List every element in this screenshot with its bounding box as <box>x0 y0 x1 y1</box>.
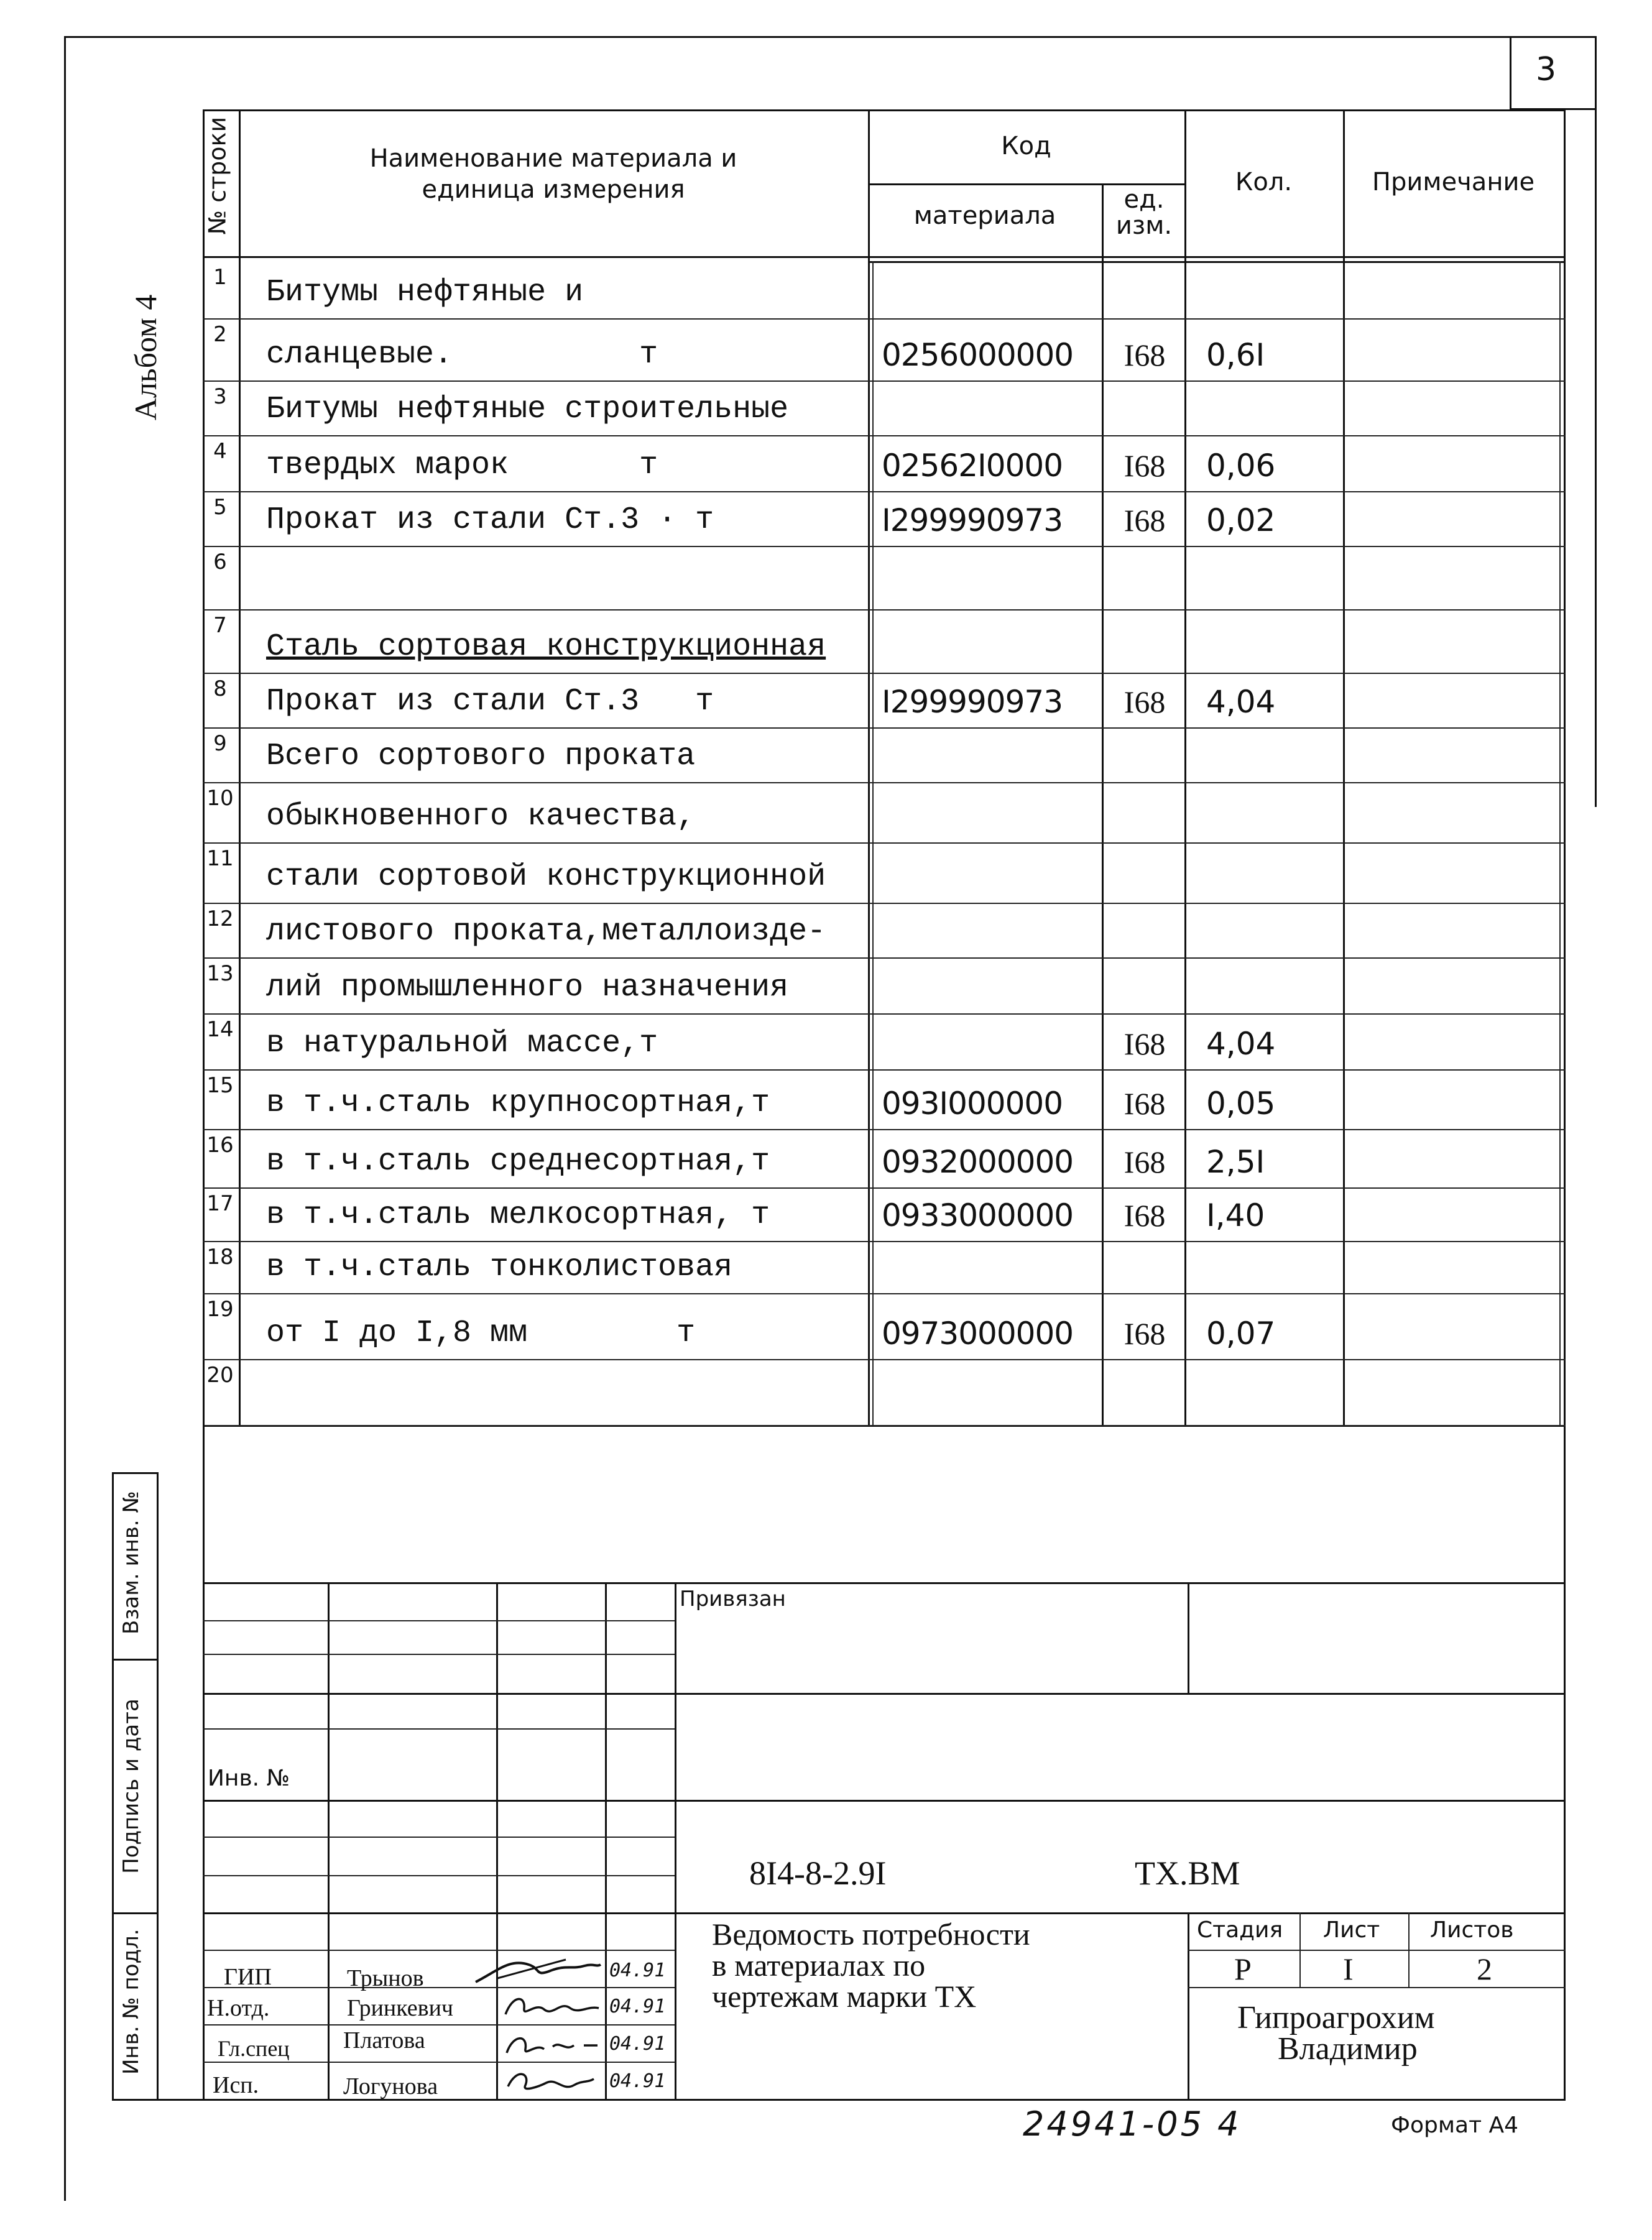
row-name-text: Сталь сортовая конструкционная <box>266 629 826 665</box>
album-label: Альбом 4 <box>128 294 163 421</box>
header-code: Код <box>1001 132 1051 160</box>
row-number: 14 <box>206 1017 234 1042</box>
side-inv-podl: Инв. № подл. <box>119 1929 144 2075</box>
block-bottom <box>112 2099 1566 2101</box>
row-line <box>203 1359 1566 1360</box>
sheet-title-3: чертежам марки ТХ <box>712 1979 977 2014</box>
page-number: 3 <box>1536 51 1557 88</box>
row-material-code: 0933000000 <box>882 1197 1074 1233</box>
format-label: Формат А4 <box>1391 2113 1519 2138</box>
row-number: 16 <box>206 1133 234 1158</box>
row-material-code: 02562I0000 <box>882 448 1063 484</box>
row-number: 6 <box>213 550 227 574</box>
org-name-1: Гипроагрохим <box>1237 2000 1435 2035</box>
row-unit-code: I68 <box>1124 1198 1166 1233</box>
person-name: Логунова <box>343 2073 438 2099</box>
row-number: 15 <box>206 1073 234 1098</box>
sheet-title-2: в материалах по <box>712 1948 926 1983</box>
stage-value: Р <box>1234 1952 1252 1986</box>
row-name-text: в т.ч.сталь мелкосортная, т <box>266 1197 770 1233</box>
header-bottom-line <box>203 256 1566 258</box>
row-number: 3 <box>213 384 227 409</box>
row-quantity: 2,5I <box>1206 1144 1265 1180</box>
row-name-text: в натуральной массе,т <box>266 1026 658 1061</box>
row-line <box>203 1187 1566 1189</box>
row-name-text: Битумы нефтяные и <box>266 275 584 310</box>
row-name-text: в т.ч.сталь крупносортная,т <box>266 1085 770 1121</box>
row-number: 20 <box>206 1363 234 1388</box>
block-v-1 <box>328 1582 330 2100</box>
row-unit-code: I68 <box>1124 448 1166 483</box>
row-line <box>203 546 1566 547</box>
col-qty-line <box>1184 109 1186 1426</box>
row-unit-code: I68 <box>1124 1316 1166 1351</box>
stage-row-2 <box>1188 1987 1566 1988</box>
block-row-6 <box>203 1837 675 1838</box>
row-unit-code: I68 <box>1124 1145 1166 1179</box>
archive-stamp: 24941-05 4 <box>1023 2104 1242 2144</box>
row-number: 4 <box>213 439 227 464</box>
block-v-4 <box>675 1582 676 2100</box>
row-number: 8 <box>213 676 227 701</box>
sheets-value: 2 <box>1477 1952 1492 1986</box>
row-unit-code: I68 <box>1124 1086 1166 1121</box>
row-quantity: 4,04 <box>1206 684 1276 720</box>
side-col-outer <box>112 1472 114 2100</box>
header-bottom-line-2 <box>868 261 1566 263</box>
row-name-text: лий промышленного назначения <box>266 970 789 1005</box>
row-unit-code: I68 <box>1124 684 1166 719</box>
side-podpis: Подпись и дата <box>119 1698 144 1874</box>
row-name-text: от I до I,8 мм т <box>266 1316 696 1351</box>
side-top <box>112 1472 159 1474</box>
row-name-text: сланцевые. т <box>266 337 658 372</box>
row-line <box>203 491 1566 492</box>
person-role: ГИП <box>224 1964 272 1990</box>
row-number: 1 <box>213 265 227 290</box>
stage-col-1 <box>1299 1912 1301 1987</box>
org-name-2: Владимир <box>1278 2031 1418 2067</box>
person-date: 04.91 <box>609 2033 666 2055</box>
sheet-title-1: Ведомость потребности <box>712 1917 1030 1952</box>
row-name-text: в т.ч.сталь тонколистовая <box>266 1250 733 1285</box>
block-row-5 <box>203 1800 1566 1802</box>
person-date: 04.91 <box>609 2070 666 2092</box>
col-name-line <box>868 109 870 1426</box>
person-role: Гл.спец <box>218 2036 290 2061</box>
row-line <box>203 318 1566 320</box>
row-line <box>203 727 1566 729</box>
block-line-privyazan <box>203 1582 1566 1584</box>
row-line <box>203 1293 1566 1294</box>
page-number-box-left <box>1510 36 1511 109</box>
inv-no-label: Инв. № <box>208 1766 290 1791</box>
row-line <box>203 380 1566 382</box>
row-line <box>203 1069 1566 1071</box>
person-name: Трынов <box>347 1965 424 1991</box>
col-unit-line <box>1102 183 1104 1426</box>
side-col-inner <box>157 1472 159 2100</box>
row-number: 18 <box>206 1245 234 1270</box>
row-quantity: 0,02 <box>1206 502 1276 538</box>
block-row-10 <box>203 1987 675 1988</box>
header-code-unit: ед. изм. <box>1115 185 1173 240</box>
person-date: 04.91 <box>609 1996 666 2017</box>
row-unit-code: I68 <box>1124 338 1166 372</box>
block-row-1 <box>203 1620 675 1621</box>
row-name-text: Всего сортового проката <box>266 739 696 774</box>
person-name: Платова <box>343 2027 425 2053</box>
header-name: Наименование материала и единица измерения <box>369 144 737 204</box>
side-split-2 <box>112 1912 159 1914</box>
block-row-8 <box>203 1912 1566 1914</box>
stage-col-2 <box>1408 1912 1410 1987</box>
person-role: Н.отд. <box>207 1995 270 2021</box>
row-material-code: 0973000000 <box>882 1316 1074 1352</box>
frame-left <box>64 36 66 2201</box>
row-line <box>203 782 1566 783</box>
row-number: 5 <box>213 495 227 520</box>
row-number: 11 <box>206 846 234 871</box>
row-material-code: 0256000000 <box>882 337 1074 373</box>
person-role: Исп. <box>213 2072 259 2098</box>
row-number: 12 <box>206 906 234 931</box>
row-material-code: I299990973 <box>882 502 1063 538</box>
signature-logunova <box>501 2064 603 2096</box>
row-number: 13 <box>206 961 234 986</box>
header-note: Примечание <box>1372 168 1535 196</box>
table-left <box>203 109 205 1426</box>
block-row-9 <box>203 1950 675 1951</box>
doc-mark: ТХ.ВМ <box>1135 1855 1240 1892</box>
row-quantity: 0,07 <box>1206 1316 1276 1352</box>
frame-top <box>64 36 1597 38</box>
row-name-text: обыкновенного качества, <box>266 799 696 834</box>
person-name: Гринкевич <box>347 1995 454 2021</box>
privyazan-label: Привязан <box>680 1587 786 1611</box>
block-row-4 <box>203 1728 675 1730</box>
row-line <box>203 1241 1566 1242</box>
row-unit-code: I68 <box>1124 503 1166 538</box>
table-top <box>203 109 1566 111</box>
row-quantity: 0,6I <box>1206 337 1265 373</box>
person-date: 04.91 <box>609 1960 666 1981</box>
row-material-code: 093I000000 <box>882 1085 1063 1122</box>
row-line <box>203 673 1566 674</box>
row-line <box>203 903 1566 904</box>
doc-code: 8I4-8-2.9I <box>749 1855 887 1892</box>
side-vzam: Взам. инв. № <box>119 1491 144 1634</box>
row-name-text: листового проката,металлоизде- <box>266 914 826 949</box>
block-row-2 <box>203 1654 675 1655</box>
row-name-text: в т.ч.сталь среднесортная,т <box>266 1144 770 1179</box>
signature-grinkevich <box>501 1989 603 2024</box>
row-number: 17 <box>206 1191 234 1216</box>
sheet-label: Лист <box>1323 1917 1380 1943</box>
row-unit-code: I68 <box>1124 1026 1166 1061</box>
block-v-2 <box>496 1582 498 2100</box>
row-number: 9 <box>213 731 227 756</box>
row-name-text: твердых марок т <box>266 448 658 483</box>
row-quantity: 0,05 <box>1206 1085 1276 1122</box>
header-qty: Кол. <box>1235 168 1293 196</box>
block-row-11 <box>203 2024 675 2026</box>
row-line <box>203 435 1566 436</box>
block-row-7 <box>203 1875 675 1876</box>
stage-label: Стадия <box>1197 1917 1283 1943</box>
block-row-12 <box>203 2062 675 2063</box>
sheets-label: Листов <box>1430 1917 1514 1943</box>
row-material-code: I299990973 <box>882 684 1063 720</box>
row-line <box>203 842 1566 844</box>
frame-right <box>1595 36 1597 807</box>
row-number: 10 <box>206 786 234 811</box>
row-quantity: 4,04 <box>1206 1026 1276 1062</box>
row-number: 7 <box>213 613 227 638</box>
row-line <box>203 957 1566 959</box>
row-name-text: Прокат из стали Ст.3 · т <box>266 502 714 538</box>
row-name-text: Битумы нефтяные строительные <box>266 392 789 427</box>
side-split-1 <box>112 1659 159 1661</box>
block-v-left <box>203 1425 205 2100</box>
sheet-value: I <box>1343 1952 1354 1986</box>
row-material-code: 0932000000 <box>882 1144 1074 1180</box>
block-row-3 <box>203 1693 1566 1695</box>
row-number: 19 <box>206 1297 234 1322</box>
block-v-stage <box>1188 1912 1189 2099</box>
row-line <box>203 1425 1566 1426</box>
row-name-text: Прокат из стали Ст.3 т <box>266 684 714 719</box>
block-v-privyazan <box>1188 1582 1189 1693</box>
row-line <box>203 1013 1566 1015</box>
row-quantity: I,40 <box>1206 1197 1265 1233</box>
row-name-text: стали сортовой конструкционной <box>266 859 826 895</box>
row-number: 2 <box>213 322 227 347</box>
row-line <box>203 1129 1566 1130</box>
header-code-material: материала <box>913 201 1056 230</box>
header-row-no: № строки <box>203 116 231 235</box>
col-rownum-line <box>239 109 241 1426</box>
signature-trynov <box>473 1952 603 1987</box>
signature-platova <box>501 2028 603 2060</box>
row-line <box>203 609 1566 611</box>
col-note-line <box>1343 109 1345 1426</box>
row-quantity: 0,06 <box>1206 448 1276 484</box>
block-v-3 <box>605 1582 607 2100</box>
